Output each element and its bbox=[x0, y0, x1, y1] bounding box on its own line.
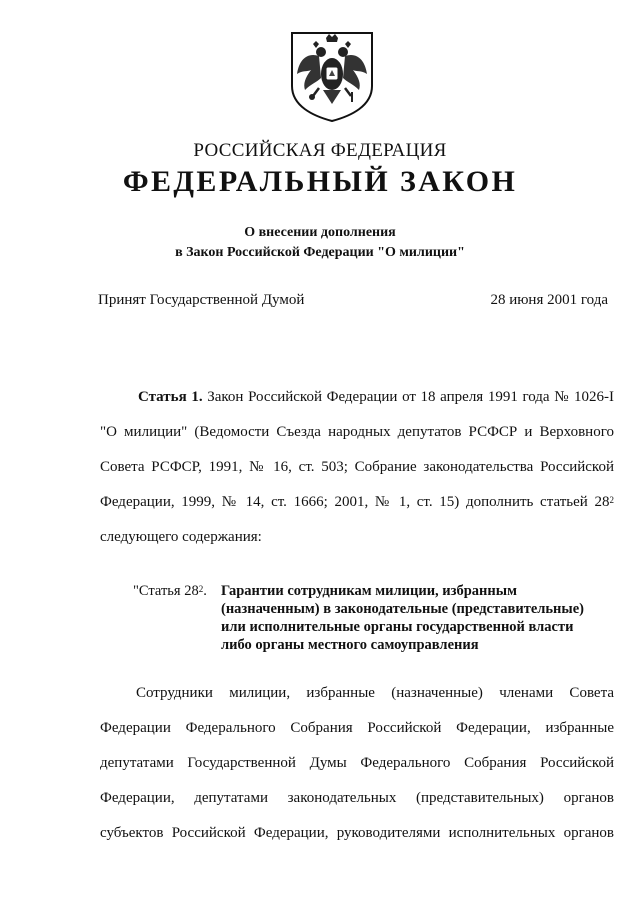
coat-of-arms-icon bbox=[289, 30, 375, 123]
paragraph-line: Федерации Федерального Собрания Российской Федерации, избранные bbox=[100, 720, 614, 736]
subject-line: в Закон Российской Федерации "О милиции" bbox=[175, 245, 465, 260]
article-1-text: Федерации, 1999, № 14, ст. 1666; 2001, № 1, ст. 15) дополнить статьей 28 bbox=[100, 494, 610, 510]
heading-line bbox=[133, 582, 615, 600]
paragraph-line: Федерации, депутатами законодательных (представительных) органов bbox=[100, 790, 614, 806]
article-1-line bbox=[100, 387, 614, 422]
article-28-2-label: "Статья $28^2$. bbox=[133, 583, 207, 599]
country-heading: РОССИЙСКАЯ ФЕДЕРАЦИЯ bbox=[193, 140, 447, 161]
paragraph-line: субъектов Российской Федерации, руководителями исполнительных органов bbox=[100, 825, 614, 841]
article-1-line bbox=[100, 492, 614, 527]
article-1-line: "О милиции" (Ведомости Съезда народных депутатов РСФСР и Верховного bbox=[100, 424, 614, 440]
paragraph-line: Сотрудники милиции, избранные (назначенные) членами Совета bbox=[136, 685, 614, 701]
article-1-line: следующего содержания: bbox=[100, 529, 262, 545]
article-1-line: Совета РСФСР, 1991, № 16, ст. 503; Собрание законодательства Российской bbox=[100, 459, 614, 475]
article-1-label: Статья 1. bbox=[138, 389, 203, 405]
paragraph-line: депутатами Государственной Думы Федерального Собрания Российской bbox=[100, 755, 614, 771]
adoption-date: 28 июня 2001 года bbox=[490, 292, 608, 308]
adopted-by: Принят Государственной Думой bbox=[98, 292, 305, 308]
article-1 bbox=[100, 387, 614, 562]
heading-title: или исполнительные органы государственной власти bbox=[221, 619, 574, 635]
document-type-heading: ФЕДЕРАЛЬНЫЙ ЗАКОН bbox=[122, 165, 518, 198]
article-28-2-paragraph bbox=[100, 683, 614, 858]
article-28-2-heading bbox=[133, 582, 615, 654]
heading-title: (назначенным) в законодательные (представительные) bbox=[221, 601, 584, 617]
heading-title: Гарантии сотрудникам милиции, избранным bbox=[221, 583, 517, 599]
law-subject bbox=[0, 223, 640, 263]
subject-line: О внесении дополнения bbox=[244, 225, 396, 240]
superscript: 2 bbox=[609, 495, 614, 505]
heading-title: либо органы местного самоуправления bbox=[221, 637, 479, 653]
article-1-text: Закон Российской Федерации от 18 апреля 1991 года № 1026-I bbox=[207, 389, 614, 405]
